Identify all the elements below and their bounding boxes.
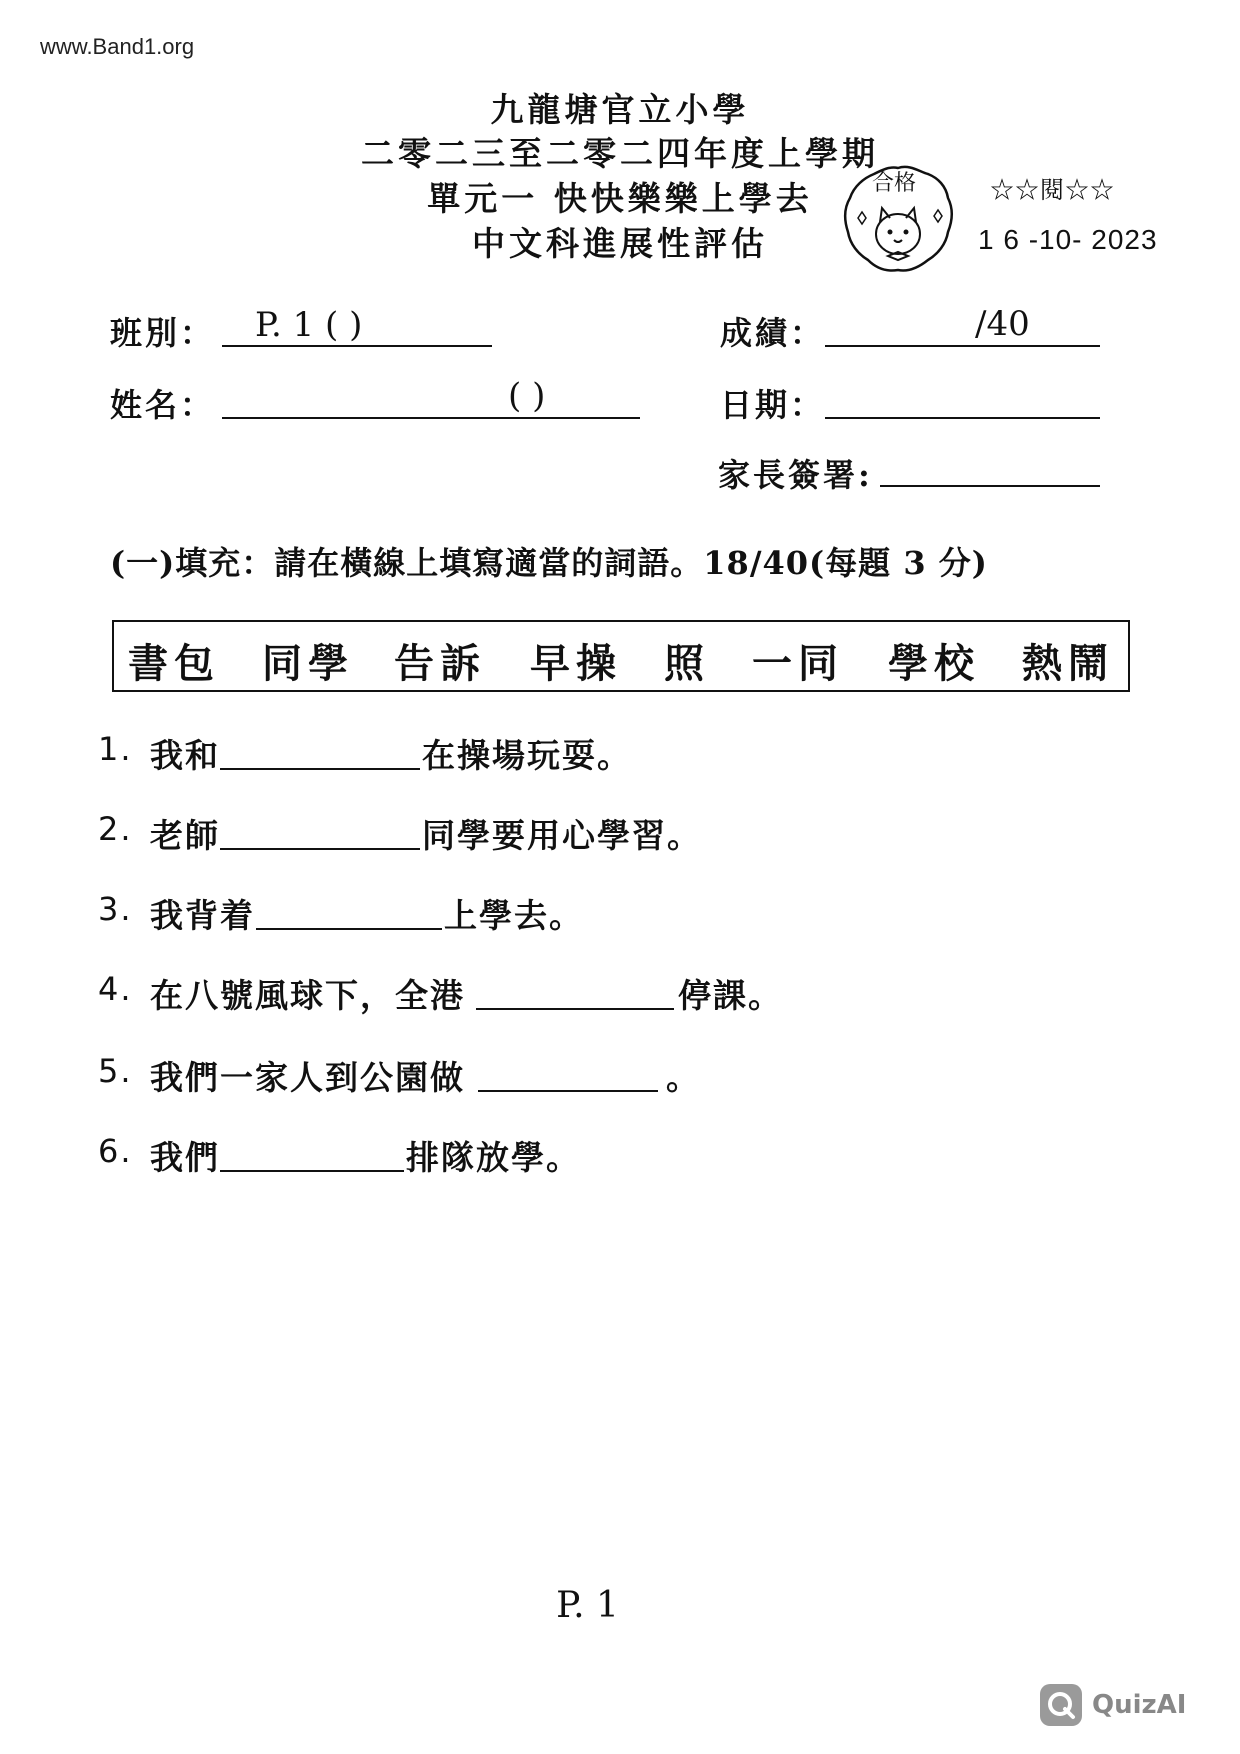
question-number: 5. <box>98 1052 133 1090</box>
question-text-after: 。 <box>666 1058 701 1097</box>
unit-title: 單元一 快快樂樂上學去 <box>427 179 813 218</box>
question-text-before: 我們 <box>150 1138 220 1177</box>
word-bank-item: 同學 <box>262 640 354 687</box>
score-label: 成績： <box>720 314 826 352</box>
question-text-before: 在八號風球下，全港 <box>150 976 465 1015</box>
question-text-before: 我們一家人到公園做 <box>150 1058 465 1097</box>
page-number: P. 1 <box>556 1585 619 1626</box>
question-number: 3. <box>98 890 133 928</box>
question-number: 2. <box>98 810 133 848</box>
name-paren: ( ) <box>508 376 546 416</box>
subject-title: 中文科進展性評估 <box>472 224 768 263</box>
question-number: 6. <box>98 1132 133 1170</box>
question-text-after: 上學去。 <box>444 896 584 935</box>
score-line[interactable] <box>825 345 1100 347</box>
watermark-url: www.Band1.org <box>40 34 195 59</box>
answer-blank[interactable] <box>256 928 442 930</box>
date-label: 日期： <box>720 386 826 424</box>
question-5 <box>98 1052 998 1096</box>
question-4 <box>98 970 998 1014</box>
question-text-after: 停課。 <box>678 976 783 1015</box>
word-bank-item: 學校 <box>888 640 980 687</box>
date-line[interactable] <box>825 417 1100 419</box>
quizai-logo-icon <box>1038 1682 1084 1728</box>
question-3 <box>98 890 798 934</box>
answer-blank[interactable] <box>220 1170 404 1172</box>
quizai-brand: QuizAI <box>1092 1690 1187 1720</box>
question-text-before: 我和 <box>150 736 220 775</box>
answer-blank[interactable] <box>478 1090 658 1092</box>
name-label: 姓名： <box>110 386 216 424</box>
question-text-after: 在操場玩耍。 <box>422 736 632 775</box>
parent-signature-label: 家長簽署: <box>718 456 873 494</box>
class-label: 班別： <box>110 314 216 352</box>
answer-blank[interactable] <box>220 848 420 850</box>
answer-blank[interactable] <box>476 1008 674 1010</box>
question-text-before: 我背着 <box>150 896 255 935</box>
stamp-label: 合格 <box>872 171 917 196</box>
answer-blank[interactable] <box>220 768 420 770</box>
name-line[interactable] <box>222 417 640 419</box>
question-1 <box>98 730 798 774</box>
parent-signature-line[interactable] <box>880 485 1100 487</box>
word-bank <box>112 620 1130 692</box>
class-value: P. 1 ( ) <box>255 305 363 345</box>
term-title: 二零二三至二零二四年度上學期 <box>361 134 879 173</box>
pass-stamp <box>838 160 958 280</box>
question-text-before: 老師 <box>150 816 220 855</box>
reviewed-mark: ☆☆閱☆☆ <box>990 176 1115 204</box>
word-bank-item: 告訴 <box>394 640 486 687</box>
word-bank-item: 照 <box>664 640 710 687</box>
question-number: 4. <box>98 970 133 1008</box>
question-number: 1. <box>98 730 133 768</box>
stamp-date: 1 6 -10- 2023 <box>978 224 1158 255</box>
word-bank-item: 早操 <box>530 640 622 687</box>
score-value: /40 <box>975 304 1030 344</box>
question-2 <box>98 810 798 854</box>
word-bank-item: 熱鬧 <box>1022 640 1114 687</box>
question-6 <box>98 1132 998 1176</box>
word-bank-item: 一同 <box>752 640 844 687</box>
quizai-watermark <box>1038 1682 1186 1728</box>
question-text-after: 同學要用心學習。 <box>422 816 702 855</box>
school-name: 九龍塘官立小學 <box>490 90 750 129</box>
question-text-after: 排隊放學。 <box>406 1138 581 1177</box>
class-line[interactable] <box>222 345 492 347</box>
word-bank-item: 書包 <box>128 640 220 687</box>
section-instruction: (一)填充：請在橫線上填寫適當的詞語。18/40(每題 3 分) <box>110 544 988 582</box>
